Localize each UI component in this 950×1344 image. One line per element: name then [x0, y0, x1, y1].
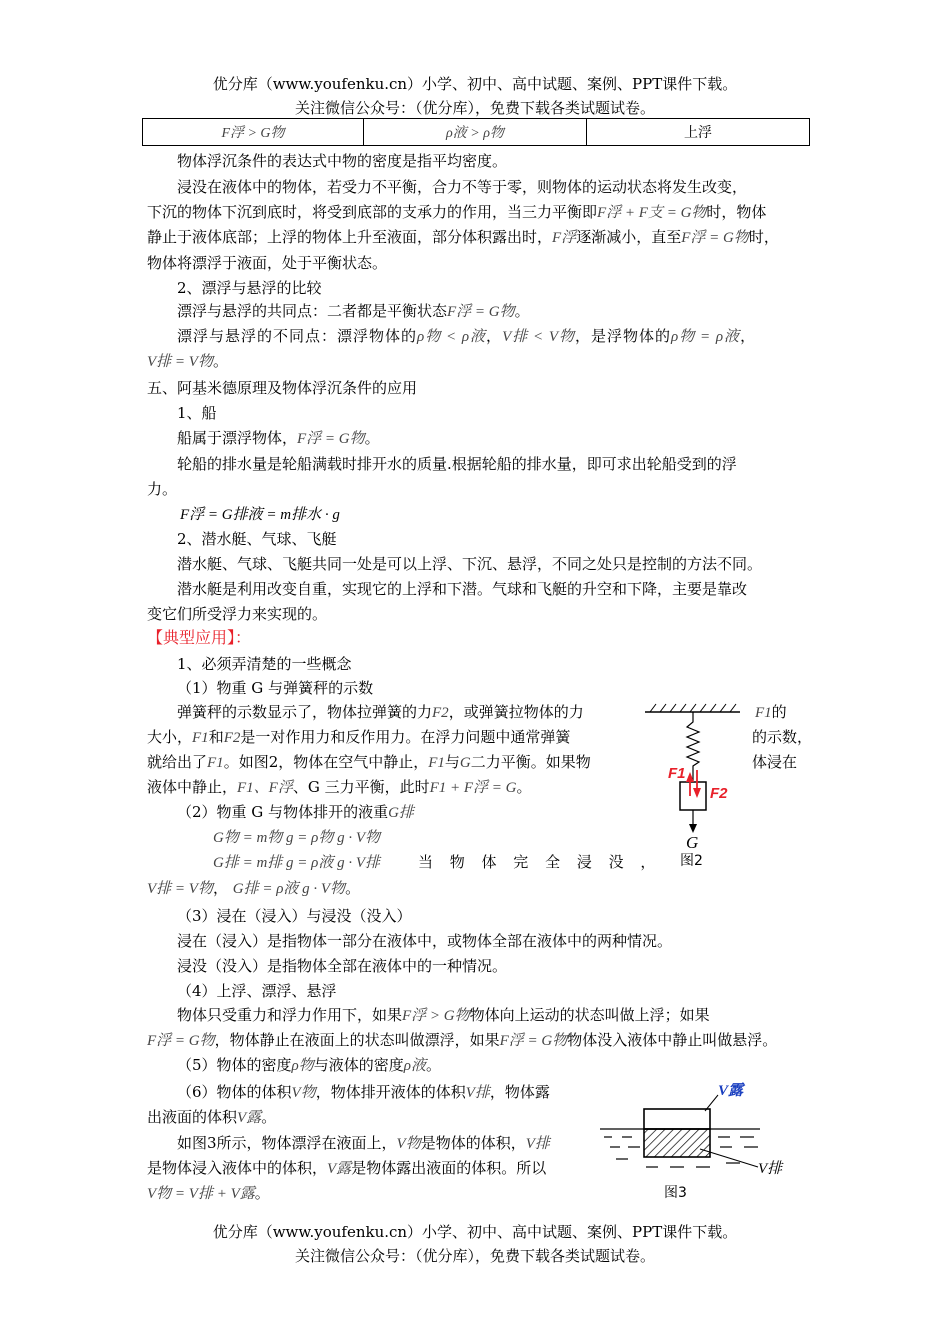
formula: F浮 + F支 = G物: [597, 205, 707, 221]
paragraph: [147, 226, 779, 249]
paragraph: [147, 201, 766, 224]
paragraph: [177, 300, 530, 323]
figure-3-floating-block: [600, 1075, 800, 1205]
paragraph: [177, 427, 380, 450]
text-span: 就给出了: [147, 753, 208, 771]
text-span: 。: [261, 1108, 277, 1126]
block-submerged: [644, 1129, 710, 1157]
formula: ρ物 < ρ液: [417, 329, 487, 345]
text-span: 漂浮与悬浮的共同点：二者都是平衡状态: [177, 302, 448, 320]
text-span: 出液面的体积: [147, 1108, 238, 1126]
text-span: 下沉的物体下沉到底时，将受到底部的支承力的作用，当三力平衡即: [147, 203, 598, 221]
ceiling-hatch: [650, 704, 736, 712]
paragraph: [177, 325, 756, 348]
formula: F1、F浮: [237, 780, 293, 796]
formula: F1: [755, 705, 772, 721]
paragraph: [147, 776, 532, 799]
formula: V排: [465, 1085, 490, 1101]
formula: V排 < V物: [502, 329, 576, 345]
text-span: （5）物体的密度: [177, 1056, 292, 1074]
text-span: 。: [514, 302, 530, 320]
fig2-label-f1: F1: [668, 765, 686, 782]
formula: F1 + F浮 = G: [429, 780, 517, 796]
section-heading: [177, 801, 414, 824]
text-span: ，物体露: [489, 1083, 550, 1101]
text-span: 物体没入液体中静止叫做悬浮。: [567, 1031, 778, 1049]
formula: V物 = V排 + V露: [147, 1186, 255, 1202]
text-span: 船属于漂浮物体，: [177, 429, 298, 447]
formula: G排 = ρ液 g · V物: [232, 881, 346, 897]
gravity-arrowhead: [689, 824, 697, 833]
paragraph: 当 物 体 完 全 浸 没 ，: [418, 853, 662, 871]
table-cell-force: F浮 > G物: [143, 119, 364, 146]
text-span: 的: [771, 703, 787, 721]
section-heading: （4）上浮、漂浮、悬浮: [177, 982, 337, 1000]
leader-top: [705, 1095, 718, 1111]
figure-2-spring-scale: [640, 700, 750, 870]
text-span: 。: [254, 1184, 270, 1202]
condition-table: [142, 118, 810, 146]
text-span: 液体中静止，: [147, 778, 238, 796]
paragraph: [147, 350, 228, 373]
formula: ρ物 = ρ液: [671, 329, 741, 345]
formula: V排 = V物: [147, 881, 213, 897]
section-heading: 1、必须弄清楚的一些概念: [177, 655, 352, 673]
paragraph: [177, 701, 584, 724]
text-span: ，: [740, 327, 757, 345]
text-span: 大小，: [147, 728, 193, 746]
paragraph: [755, 701, 787, 724]
paragraph: 的示数，: [752, 728, 813, 746]
text-span: ，: [486, 327, 503, 345]
text-span: 。如图2，物体在空气中静止，: [223, 753, 429, 771]
paragraph: 浸没（没入）是指物体全部在液体中的一种情况。: [177, 957, 508, 975]
text-span: 、G 三力平衡，此时: [292, 778, 430, 796]
text-span: 物体向上运动的状态叫做上浮；如果: [469, 1006, 710, 1024]
formula: F1: [192, 730, 209, 746]
formula: F1: [207, 755, 224, 771]
table-row: [143, 119, 810, 146]
hanging-block: [680, 782, 706, 810]
text-span: 逐渐减小，直至: [576, 228, 682, 246]
formula: F浮 = G物: [297, 431, 365, 447]
text-span: 时，: [748, 228, 779, 246]
section-heading: 五、阿基米德原理及物体浮沉条件的应用: [147, 379, 418, 397]
paragraph: 浸没在液体中的物体，若受力不平衡，合力不等于零，则物体的运动状态将发生改变，: [177, 178, 748, 196]
formula: ρ物: [291, 1058, 314, 1074]
paragraph: [147, 726, 570, 749]
paragraph: [177, 1004, 710, 1027]
paragraph: 潜水艇是利用改变自重，实现它的上浮和下潜。气球和飞艇的升空和下降，主要是靠改: [177, 580, 748, 598]
formula: V物: [291, 1085, 316, 1101]
section-heading: [177, 1054, 441, 1077]
formula: F浮 = G物: [147, 1033, 215, 1049]
formula-line: [180, 503, 340, 526]
formula: V排: [525, 1136, 550, 1152]
header-line-1: 优分库（www.youfenku.cn）小学、初中、高中试题、案例、PPT课件下载。: [212, 75, 738, 93]
formula: V排 = V物: [147, 354, 213, 370]
text-span: （6）物体的体积: [177, 1083, 292, 1101]
formula: V露: [237, 1110, 262, 1126]
paragraph: [147, 1157, 546, 1180]
text-span: 。: [212, 352, 228, 370]
formula: F浮 > G物: [402, 1008, 470, 1024]
formula: F浮: [552, 230, 577, 246]
text-span: 。: [516, 778, 532, 796]
typical-heading: 【典型应用】：: [147, 628, 252, 647]
table-cell-density: ρ液 > ρ物: [364, 119, 587, 146]
formula: ρ液: [403, 1058, 426, 1074]
paragraph: 潜水艇、气球、飞艇共同一处是可以上浮、下沉、悬浮，不同之处只是控制的方法不同。: [177, 555, 763, 573]
table-cell-result: 上浮: [587, 119, 810, 146]
block-above-water: [644, 1109, 710, 1129]
fig2-label-g: G: [686, 833, 699, 852]
section-heading: （3）浸在（浸入）与浸没（没入）: [177, 907, 412, 925]
text-span: 如图3所示，物体漂浮在液面上，: [177, 1134, 397, 1152]
paragraph: 变它们所受浮力来实现的。: [147, 605, 328, 623]
text-span: ，物体静止在液面上的状态叫做漂浮，如果: [214, 1031, 500, 1049]
figure-2-caption: 图2: [680, 853, 703, 869]
text-span: 弹簧秤的示数显示了，物体拉弹簧的力: [177, 703, 433, 721]
paragraph: [147, 1029, 777, 1052]
section-heading: 2、潜水艇、气球、飞艇: [177, 530, 337, 548]
paragraph: 轮船的排水量是轮船满载时排开水的质量.根据轮船的排水量，即可求出轮船受到的浮: [177, 455, 737, 473]
text-span: 。: [364, 429, 380, 447]
section-heading: 1、船: [177, 404, 217, 422]
formula: G排 = m排 g = ρ液 g · V排: [213, 855, 381, 871]
text-span: 与: [444, 753, 460, 771]
text-span: （2）物重 G 与物体排开的液重: [177, 803, 389, 821]
paragraph: [147, 1182, 270, 1205]
leader-bottom: [700, 1149, 758, 1167]
text-span: ，是浮物体的: [575, 327, 672, 345]
text-span: 静止于液体底部；上浮的物体上升至液面，部分体积露出时，: [147, 228, 553, 246]
text-span: ，物体排开液体的体积: [315, 1083, 466, 1101]
text-span: 与液体的密度: [313, 1056, 404, 1074]
figure-3-caption: 图3: [664, 1185, 687, 1201]
text-span: 二力平衡。如果物: [470, 753, 591, 771]
footer-line-1: 优分库（www.youfenku.cn）小学、初中、高中试题、案例、PPT课件下载。: [212, 1223, 738, 1241]
paragraph: 物体将漂浮于液面，处于平衡状态。: [147, 254, 388, 272]
formula: F浮 = G排液 = m排水 · g: [180, 507, 340, 523]
section-heading: （1）物重 G 与弹簧秤的示数: [177, 679, 374, 697]
text-span: 是物体露出液面的体积。所以: [351, 1159, 547, 1177]
section-heading: 2、漂浮与悬浮的比较: [177, 279, 322, 297]
text-span: ，或弹簧拉物体的力: [448, 703, 584, 721]
formula: F浮 = G物: [499, 1033, 568, 1049]
text-span: 物体只受重力和浮力作用下，如果: [177, 1006, 403, 1024]
text-span: 是一对作用力和反作用力。在浮力问题中通常弹簧: [240, 728, 571, 746]
text-span: 漂浮与悬浮的不同点：漂浮物体的: [177, 327, 418, 345]
paragraph: [177, 1132, 550, 1155]
paragraph: [147, 1106, 276, 1129]
formula: F1: [428, 755, 445, 771]
paragraph: 物体浮沉条件的表达式中物的密度是指平均密度。: [177, 152, 508, 170]
fig3-label-bottom: V排: [758, 1161, 783, 1177]
fig3-label-top: V露: [718, 1083, 744, 1099]
text-span: 是物体的体积，: [420, 1134, 526, 1152]
formula-line: [213, 851, 380, 874]
formula: G排: [388, 805, 414, 821]
paragraph: 力。: [147, 480, 178, 498]
formula-line: [213, 826, 380, 849]
text-span: 是物体浸入液体中的体积，: [147, 1159, 328, 1177]
formula: F2: [223, 730, 241, 746]
text-span: 时，物体: [706, 203, 767, 221]
formula: G物 = m物 g = ρ物 g · V物: [213, 830, 381, 846]
formula: F浮 = G物: [447, 304, 515, 320]
text-span: 。: [425, 1056, 441, 1074]
formula: F2: [432, 705, 449, 721]
section-heading: [177, 1081, 550, 1104]
header-line-2: 关注微信公众号：（优分库），免费下载各类试题试卷。: [294, 99, 655, 117]
paragraph: 体浸在: [752, 753, 798, 771]
text-span: 和: [208, 728, 224, 746]
formula: F浮 = G物: [681, 230, 749, 246]
paragraph: [147, 751, 591, 774]
fig2-label-f2: F2: [710, 785, 728, 802]
footer-line-2: 关注微信公众号：（优分库），免费下载各类试题试卷。: [294, 1247, 655, 1265]
paragraph: 浸在（浸入）是指物体一部分在液体中，或物体全部在液体中的两种情况。: [177, 932, 673, 950]
formula-line: V排 = V物， G排 = ρ液 g · V物。: [147, 879, 361, 897]
formula: G: [459, 755, 471, 771]
formula: V物: [396, 1136, 421, 1152]
formula: V露: [327, 1161, 352, 1177]
